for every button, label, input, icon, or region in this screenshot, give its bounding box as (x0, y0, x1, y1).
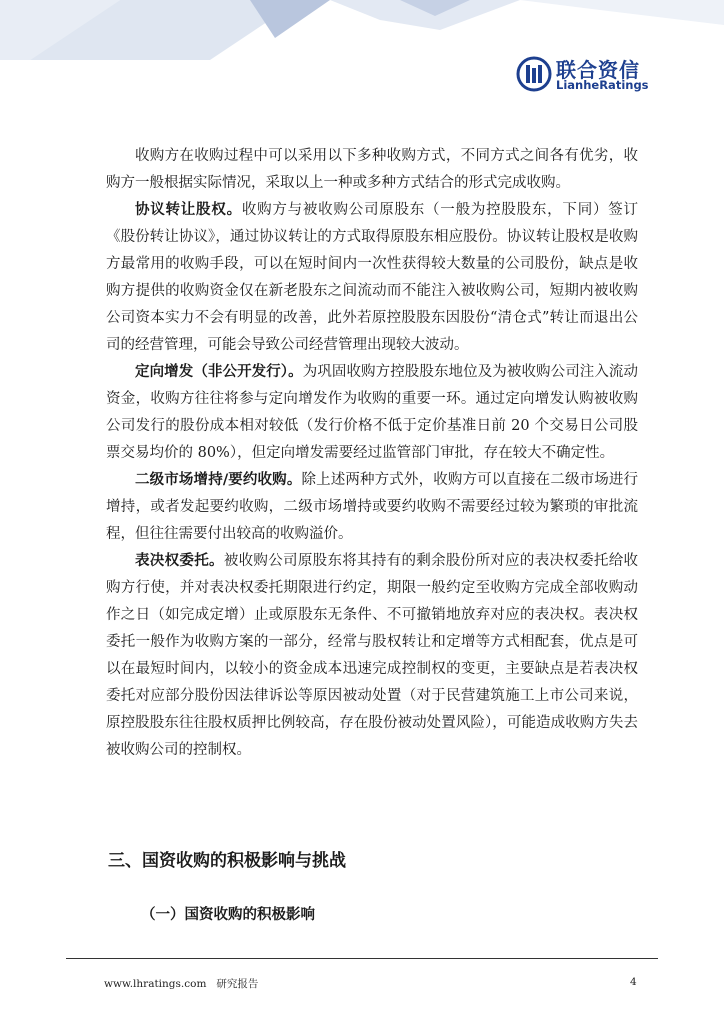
subsection-heading: （一）国资收购的积极影响 (141, 907, 315, 923)
text-agreement-transfer: 收购方与被收购公司原股东（一般为控股股东，下同）签订《股份转让协议》，通过协议转让的方式取得原股东相应股份。协议转让股权是收购方最常用的收购手段，可以在短时间内一次性获得较大数量的公司股份，缺点是收购方提供的收购资金仅在新老股东之间流动而不能注入被收购公司，短期内被收购公司资本实力不会有明显的改善，此外若原控股股东因股份“清仓式”转让而退出公司的经营管理，可能会导致公司经营管理出现较大波动。 (106, 202, 638, 353)
footer-website: www.lhratings.com (104, 978, 207, 990)
decor-band-6 (520, 0, 724, 25)
lead-secondary-market: 二级市场增持/要约收购。 (135, 472, 302, 488)
lianhe-logo-icon (516, 56, 552, 92)
paragraph-secondary-market (106, 467, 638, 548)
paragraph-intro: 收购方在收购过程中可以采用以下多种收购方式，不同方式之间各有优劣，收购方一般根据实际情况，采取以上一种或多种方式结合的形式完成收购。 (106, 148, 638, 191)
main-body (106, 143, 638, 764)
header-decoration (0, 0, 724, 60)
footer-doc-type: 研究报告 (216, 978, 259, 990)
footer-left (104, 976, 258, 991)
lead-voting-proxy: 表决权委托。 (135, 553, 224, 569)
logo-english-name: LianheRatings (556, 78, 649, 92)
logo-chinese-name: 联合资信 (556, 58, 640, 82)
lead-agreement-transfer: 协议转让股权。 (135, 202, 242, 218)
text-secondary-market: 除上述两种方式外，收购方可以直接在二级市场进行增持，或者发起要约收购，二级市场增持或要约收购不需要经过较为繁琐的审批流程，但往往需要付出较高的收购溢价。 (106, 472, 639, 542)
text-private-placement: 为巩固收购方控股股东地位及为被收购公司注入流动资金，收购方往往将参与定向增发作为收购的重要一环。通过定向增发认购被收购公司发行的股份成本相对较低（发行价格不低于定价基准日前 20 个交易日公司股票交易均价的 80%），但定向增发需要经过监管部门审批，存在较大不确定性。 (106, 364, 639, 461)
company-logo (516, 52, 649, 94)
footer-divider (66, 958, 658, 959)
lead-private-placement: 定向增发（非公开发行）。 (135, 364, 303, 380)
page-number: 4 (630, 976, 637, 988)
paragraph-private-placement (106, 359, 638, 467)
text-voting-proxy: 被收购公司原股东将其持有的剩余股份所对应的表决权委托给收购方行使，并对表决权委托期限进行约定，期限一般约定至收购方完成全部收购动作之日（如完成定增）止或原股东无条件、不可撤销地放弃对应的表决权。表决权委托一般作为收购方案的一部分，经常与股权转让和定增等方式相配套，优点是可以在最短时间内，以较小的资金成本迅速完成控制权的变更，主要缺点是若表决权委托对应部分股份因法律诉讼等原因被动处置（对于民营建筑施工上市公司来说，原控股股东往往股权质押比例较高，存在股份被动处置风险），可能造成收购方失去被收购公司的控制权。 (106, 553, 639, 758)
paragraph-agreement-transfer (106, 197, 638, 359)
paragraph-voting-proxy (106, 548, 638, 764)
section-heading: 三、国资收购的积极影响与挑战 (108, 851, 346, 871)
